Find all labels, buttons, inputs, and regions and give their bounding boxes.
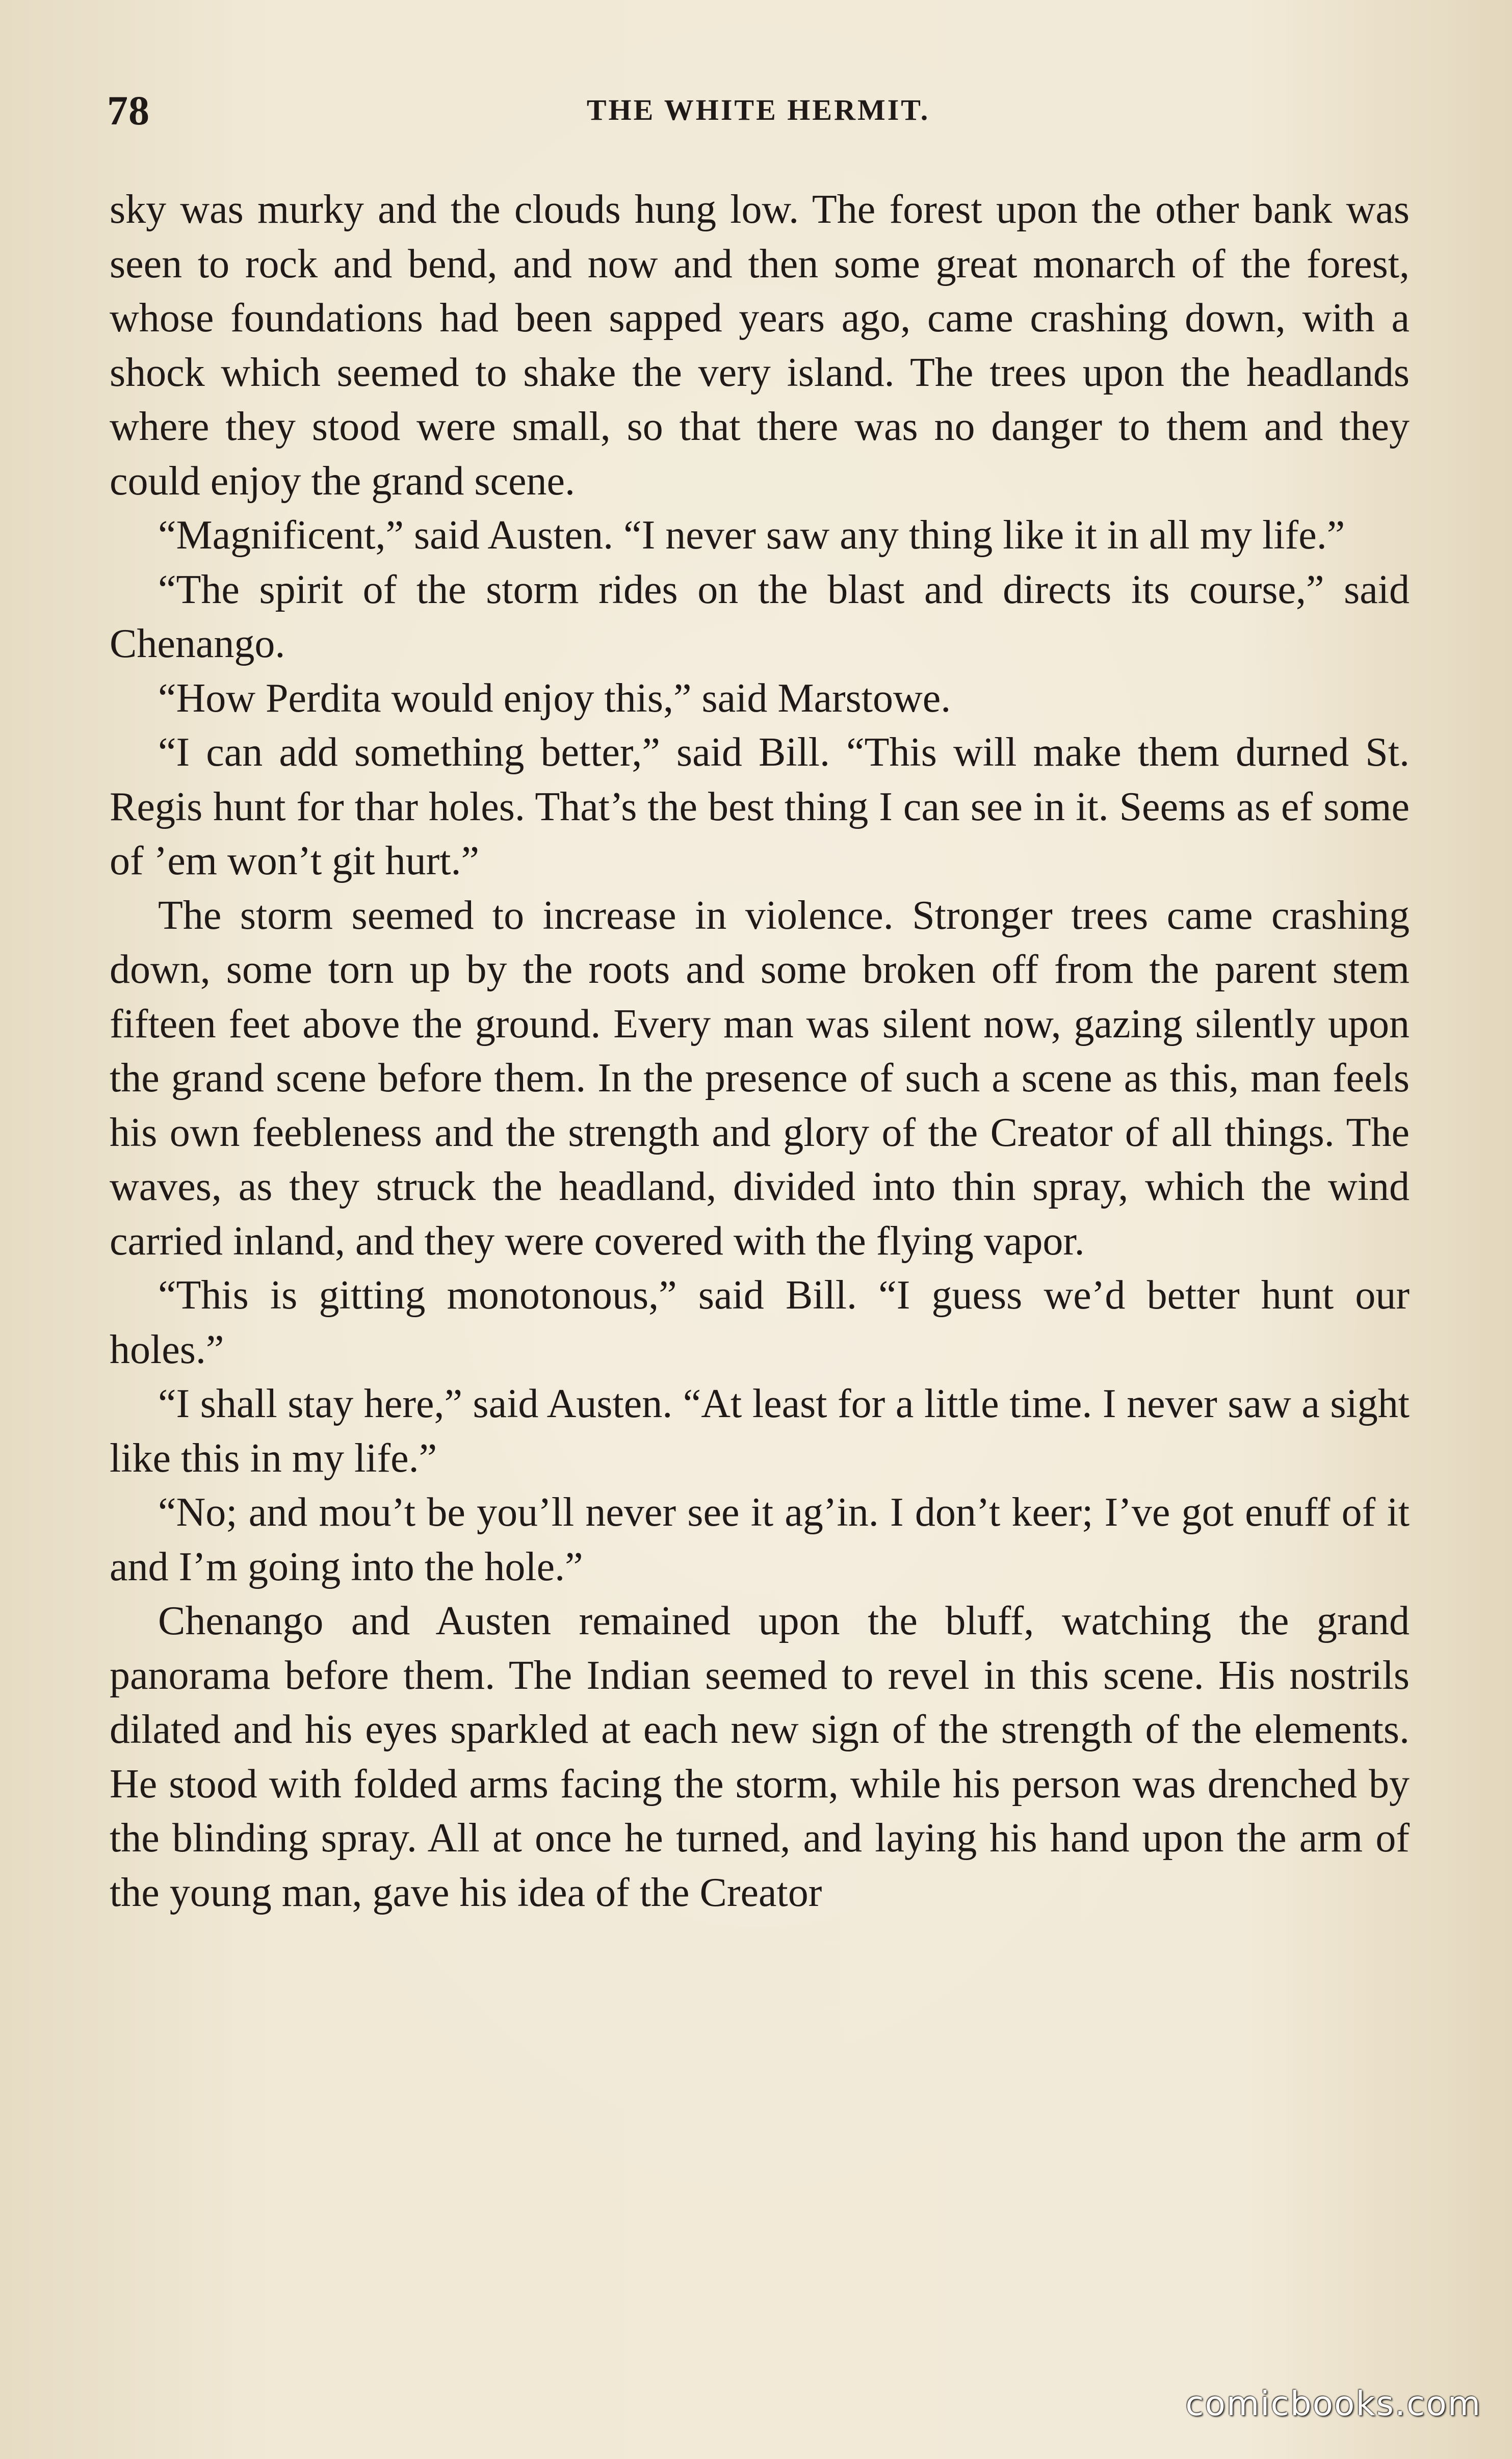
paragraph: sky was murky and the clouds hung low. The forest upon the other bank was seen to rock and bend, and now and then some great monarch of the forest, whose foundations had been sapped years ago, came crashing down, with a shock which seemed to shake the very island. The trees upon the headlands where they stood were small, so that there was no danger to them and they could enjoy the grand scene.	[110, 187, 1410, 504]
watermark: comicbooks.com	[1185, 2384, 1481, 2423]
paragraph: “No; and mou’t be you’ll never see it ag’in. I don’t keer; I’ve got enuff of it and I’m going into the hole.”	[110, 1490, 1410, 1589]
body-text	[110, 182, 1410, 1920]
paragraph: “I shall stay here,” said Austen. “At least for a little time. I never saw a sight like this in my life.”	[110, 1381, 1410, 1481]
paragraph: “How Perdita would enjoy this,” said Marstowe.	[158, 675, 951, 721]
paragraph: “The spirit of the storm rides on the blast and directs its course,” said Chenango.	[110, 567, 1410, 666]
paragraph: The storm seemed to increase in violence. Stronger trees came crashing down, some torn up by the roots and some broken off from the parent stem fifteen feet above the ground. Every man was silent now, gazing silently upon the grand scene before them. In the presence of such a scene as this, man feels his own feebleness and the strength and glory of the Creator of all things. The waves, as they struck the headland, divided into thin spray, which the wind carried inland, and they were covered with the flying vapor.	[110, 893, 1410, 1264]
paragraph: “I can add something better,” said Bill. “This will make them durned St. Regis hunt for thar holes. That’s the best thing I can see in it. Seems as ef some of ’em won’t git hurt.”	[110, 730, 1410, 883]
paragraph: Chenango and Austen remained upon the bluff, watching the grand panorama before them. The Indian seemed to revel in this scene. His nostrils dilated and his eyes sparkled at each new sign of the strength of the elements. He stood with folded arms facing the storm, while his person was drenched by the blinding spray. All at once he turned, and laying his hand upon the arm of the young man, gave his idea of the Creator	[110, 1599, 1410, 1915]
page-number: 78	[107, 87, 150, 134]
running-head: THE WHITE HERMIT.	[586, 93, 930, 126]
page-header	[107, 82, 1410, 138]
paragraph: “Magnificent,” said Austen. “I never saw any thing like it in all my life.”	[158, 513, 1345, 558]
paragraph: “This is gitting monotonous,” said Bill. “I guess we’d better hunt our holes.”	[110, 1273, 1410, 1372]
